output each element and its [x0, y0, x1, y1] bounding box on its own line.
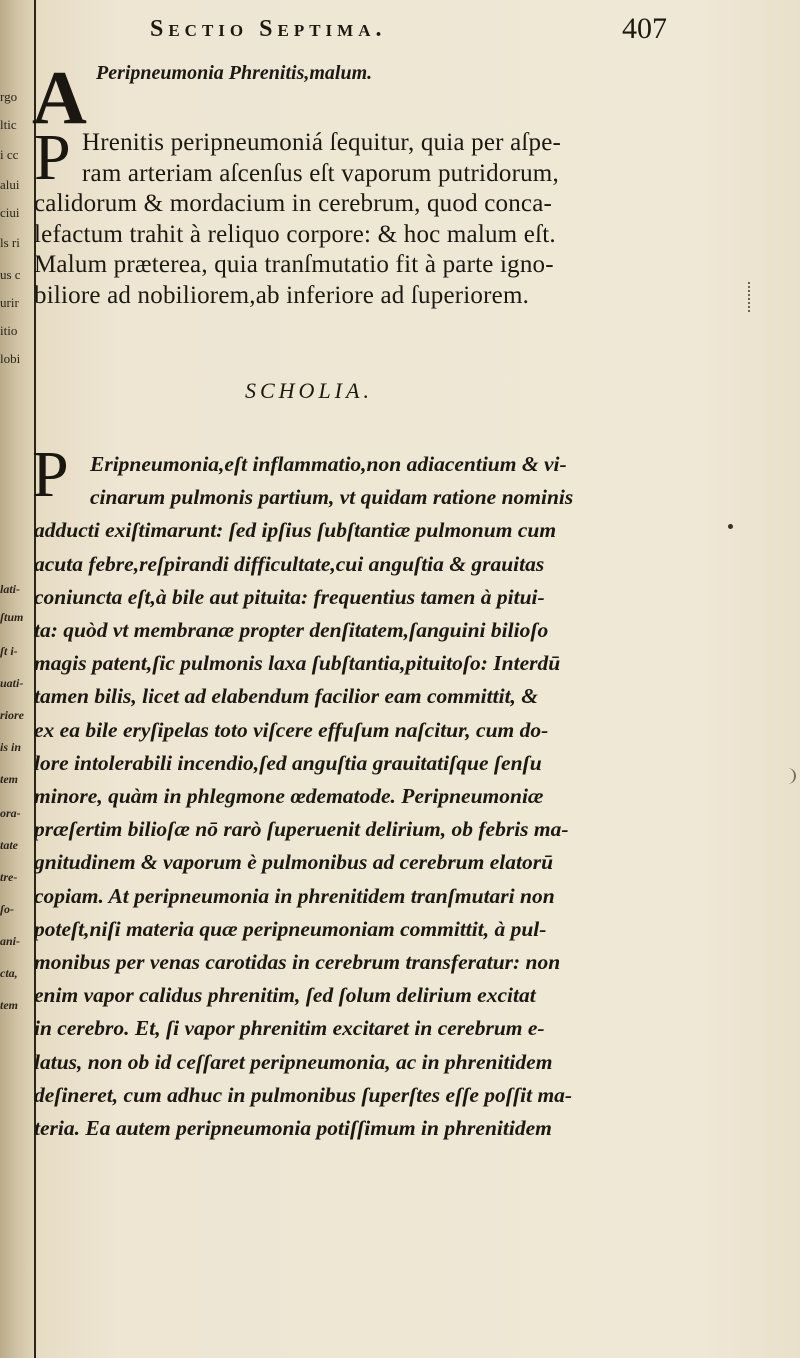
- text-line: in cerebro. Et, ſi vapor phrenitim excitaret in cerebrum e-: [34, 1016, 545, 1041]
- ink-blot: [728, 524, 733, 529]
- gutter-fragment: ſo-: [0, 902, 14, 916]
- text-line: copiam. At peripneumonia in phrenitidem tranſmutari non: [34, 883, 555, 908]
- text-line: minore, quàm in phlegmone œdematode. Peripneumoniæ: [34, 784, 544, 809]
- margin-mark: [786, 768, 796, 784]
- text-line: coniuncta eſt,à bile aut pituita: frequentius tamen à pitui-: [34, 584, 545, 609]
- text-line: teria. Ea autem peripneumonia potiſſimum in phrenitidem: [34, 1116, 552, 1141]
- text-line: enim vapor calidus phrenitim, ſed ſolum delirium excitat: [34, 983, 536, 1008]
- text-line: monibus per venas carotidas in cerebrum transferatur: non: [34, 950, 561, 975]
- text-line: lefactum trahit à reliquo corpore: & hoc malum eſt.: [34, 220, 556, 248]
- gutter-fragment: ora-: [0, 806, 21, 820]
- gutter-fragment: lobi: [0, 351, 21, 366]
- text-line: Malum præterea, quia tranſmutatio fit à parte igno-: [34, 251, 554, 278]
- text-line: acuta febre,reſpirandi difficultate,cui anguſtia & grauitas: [34, 551, 545, 576]
- paragraph-dropcap: P: [34, 121, 71, 194]
- gutter-fragment: alui: [0, 177, 20, 192]
- gutter-fragment: uati-: [0, 676, 24, 690]
- text-line: cinarum pulmonis partium, vt quidam ratione nominis: [90, 485, 574, 510]
- facing-page-edge: [0, 0, 36, 1358]
- gutter-fragment: ani-: [0, 934, 21, 948]
- text-line: præſertim bilioſæ nō rarò ſuperuenit delirium, ob febris ma-: [34, 817, 569, 842]
- aphorism-paragraph: [34, 121, 694, 311]
- margin-mark: [738, 282, 750, 312]
- running-head: Sectio Septima.: [150, 16, 387, 42]
- gutter-fragment: ltic: [0, 117, 17, 132]
- text-line: biliore ad nobiliorem,ab inferiore ad ſuperiorem.: [34, 281, 530, 309]
- page-number: 407: [622, 12, 667, 45]
- text-line: lore intolerabili incendio,ſed anguſtia grauitatiſque ſenſu: [34, 750, 542, 775]
- gutter-fragment: ls ri: [0, 235, 20, 250]
- gutter-fragment: tem: [0, 998, 18, 1012]
- text-line: gnitudinem & vaporum è pulmonibus ad cerebrum elatorū: [34, 850, 554, 875]
- gutter-fragment: i cc: [0, 147, 19, 162]
- text-line: calidorum & mordacium in cerebrum, quod conca-: [34, 190, 553, 217]
- aphorism-heading: Peripneumonia Phrenitis,malum.: [96, 62, 373, 84]
- scholia-paragraph: [34, 448, 694, 1145]
- scholia-title: SCHOLIA.: [245, 378, 373, 403]
- gutter-fragment: ſtum: [0, 610, 24, 624]
- gutter-fragment: riore: [0, 708, 24, 722]
- gutter-fragment: tem: [0, 772, 18, 786]
- gutter-fragment: tre-: [0, 870, 18, 884]
- text-line: poteſt,niſi materia quæ peripneumoniam committit, à pul-: [34, 916, 547, 941]
- gutter-fragment: urir: [0, 295, 19, 310]
- text-line: Hrenitis peripneumoniá ſequitur, quia per aſpe-: [82, 129, 562, 156]
- text-line: latus, non ob id ceſſaret peripneumonia, ac in phrenitidem: [34, 1049, 553, 1074]
- gutter-fragment: cta,: [0, 966, 18, 980]
- gutter-fragment: itio: [0, 323, 18, 338]
- gutter-fragment: ciui: [0, 205, 20, 220]
- gutter-fragment: lati-: [0, 582, 20, 596]
- text-line: ta: quòd vt membranæ propter denſitatem,ſanguini bilioſo: [34, 618, 549, 643]
- text-line: deſineret, cum adhuc in pulmonibus ſuperſtes eſſe poſſit ma-: [34, 1082, 573, 1107]
- text-line: ex ea bile eryſipelas toto viſcere effuſum naſcitur, cum do-: [34, 717, 549, 742]
- gutter-fragment: tate: [0, 838, 18, 852]
- text-line: adducti exiſtimarunt: ſed ipſius ſubſtantiæ pulmonum cum: [34, 518, 557, 543]
- text-line: ram arteriam aſcenſus eſt vaporum putridorum,: [82, 159, 559, 187]
- gutter-fragment: rgo: [0, 89, 18, 104]
- gutter-fragment: us c: [0, 267, 21, 282]
- scholia-dropcap: P: [32, 438, 69, 511]
- gutter-fragment: ſt i-: [0, 644, 18, 658]
- text-line: magis patent,ſic pulmonis laxa ſubſtantia,pituitoſo: Interdū: [34, 651, 561, 676]
- gutter-fragment: is in: [0, 740, 22, 754]
- text-line: tamen bilis, licet ad elabendum facilior eam committit, &: [34, 684, 539, 709]
- text-line: Eripneumonia,eſt inflammatio,non adiacentium & vi-: [90, 452, 567, 476]
- heading-dropcap: A: [32, 56, 87, 140]
